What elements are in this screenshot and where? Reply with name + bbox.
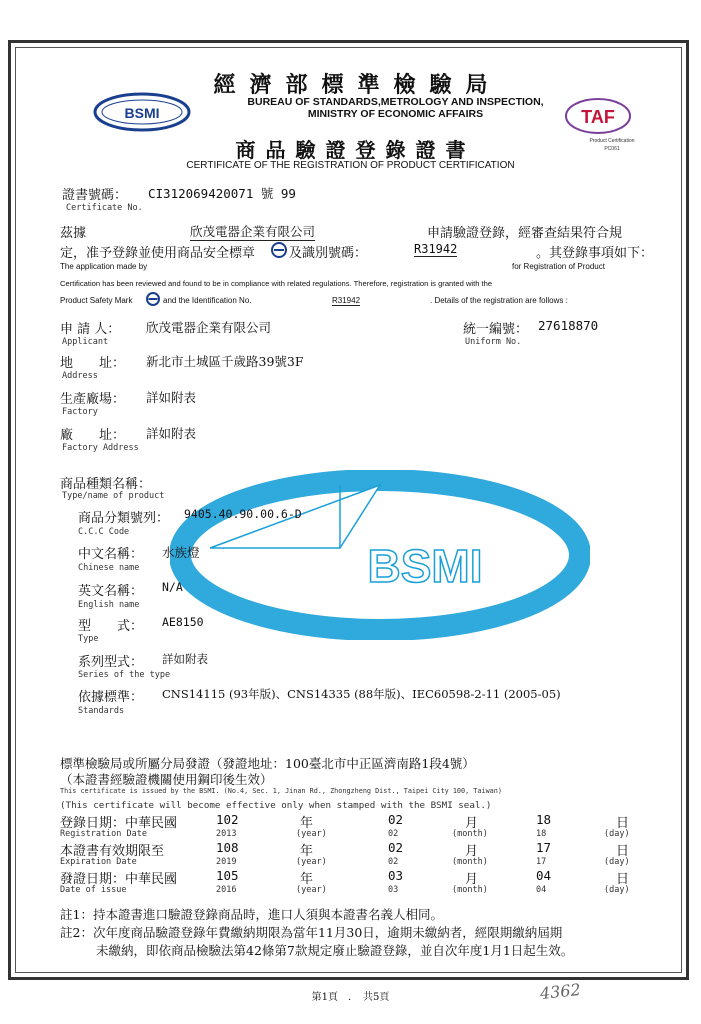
- expiration-ad-year: 2019: [216, 857, 237, 867]
- issue-date-label-en: Date of issue: [60, 885, 127, 895]
- uniform-no-label-en: Uniform No.: [465, 337, 522, 347]
- registration-day-unit: 日: [616, 816, 630, 831]
- uniform-no-label: 統一編號：: [463, 322, 529, 337]
- agency-name-en-2: MINISTRY OF ECONOMIC AFFAIRS: [307, 108, 484, 120]
- factory-value: 詳如附表: [146, 390, 197, 405]
- handwritten-number: 4362: [539, 979, 582, 1004]
- issuer-en-2: (This certificate will become effective only when stamped with the BSMI seal.): [60, 800, 492, 811]
- intro-en1-a: The application made by: [60, 262, 148, 271]
- issue-day: 04: [536, 868, 552, 883]
- certificate-no-label: 證書號碼：: [62, 188, 128, 203]
- issuer-zh-1: 標準檢驗局或所屬分局發證（發證地址：100臺北市中正區濟南路1段4號）: [60, 756, 475, 771]
- certificate-title-en: CERTIFICATE OF THE REGISTRATION OF PRODUCT CERTIFICATION: [186, 160, 515, 171]
- expiration-month-unit: 月: [465, 844, 479, 859]
- taf-sub-1: Product Certification: [589, 138, 635, 144]
- bsmi-watermark-text: BSMI: [367, 540, 483, 592]
- zh-name-label: 中文名稱：: [78, 547, 144, 562]
- expiration-year-en: (year): [296, 857, 327, 867]
- factory-label: 生產廠場：: [60, 392, 126, 407]
- address-value: 新北市土城區千歲路39號3F: [146, 354, 304, 369]
- bsmi-logo-text: BSMI: [124, 105, 160, 121]
- en-name-label-en: English name: [78, 600, 140, 610]
- certificate-no-label-en: Certificate No.: [66, 203, 143, 213]
- applicant-label-en: Applicant: [62, 337, 109, 347]
- applicant-value: 欣茂電器企業有限公司: [146, 320, 272, 335]
- standards-label-en: Standards: [78, 706, 125, 716]
- issue-year-en: (year): [296, 885, 327, 895]
- expiration-year-unit: 年: [300, 844, 314, 859]
- issue-day-unit-en: (day): [604, 885, 630, 895]
- issue-month-en: 03: [388, 885, 399, 895]
- bsmi-watermark: [170, 470, 590, 640]
- series-value: 詳如附表: [162, 652, 208, 666]
- issue-day-en: 04: [536, 885, 547, 895]
- applicant-label: 申 請 人：: [60, 322, 121, 337]
- en-name-label: 英文名稱：: [78, 584, 144, 599]
- registration-roc-year: 102: [216, 812, 239, 827]
- agency-name-en-1: BUREAU OF STANDARDS,METROLOGY AND INSPECTION,: [247, 96, 544, 108]
- expiration-day-unit-en: (day): [604, 857, 630, 867]
- intro-id-no: R31942: [414, 242, 458, 256]
- intro-company: 欣茂電器企業有限公司: [190, 224, 316, 239]
- taf-logo-text: TAF: [581, 107, 615, 127]
- registration-date-label: 登錄日期：中華民國: [60, 816, 178, 831]
- model-label: 型 式：: [78, 619, 144, 634]
- note-1: 註1：持本證書進口驗證登錄商品時，進口人須與本證書名義人相同。: [60, 907, 443, 922]
- intro-en3-c: R31942: [332, 296, 361, 305]
- issue-date-label: 發證日期：中華民國: [60, 872, 178, 887]
- intro-l2-a: 定，准予登錄並使用商品安全標章: [60, 246, 256, 261]
- registration-day-en: 18: [536, 829, 547, 839]
- expiration-day-unit: 日: [616, 844, 630, 859]
- expiration-month-en: 02: [388, 857, 399, 867]
- intro-en3-d: . Details of the registration are follows :: [430, 296, 568, 305]
- expiration-roc-year: 108: [216, 840, 239, 855]
- registration-ad-year: 2013: [216, 829, 237, 839]
- intro-en2: Certification has been reviewed and found to be in compliance with related regulations. Therefore, registration is granted with the: [60, 279, 493, 288]
- registration-year-en: (year): [296, 829, 327, 839]
- registration-day: 18: [536, 812, 552, 827]
- factory-label-en: Factory: [62, 407, 98, 417]
- factory-address-label-en: Factory Address: [62, 443, 139, 453]
- registration-month-en: 02: [388, 829, 399, 839]
- issue-year-unit: 年: [300, 872, 314, 887]
- note-2-line-1: 註2：次年度商品驗證登錄年費繳納期限為當年11月30日，逾期未繳納者，經限期繳納屆期: [60, 925, 563, 940]
- expiration-month: 02: [388, 840, 404, 855]
- factory-address-label: 廠 址：: [60, 428, 126, 443]
- taf-sub-2: PC061: [604, 146, 620, 152]
- certificate-no-value: CI312069420071 號 99: [148, 186, 296, 201]
- model-value: AE8150: [162, 615, 204, 629]
- issuer-en-1: This certificate is issued by the BSMI. (No.4, Sec. 1, Jinan Rd., Zhongzheng Dist., Taipei City 100, Taiwan): [60, 787, 502, 795]
- ccc-value: 9405.40.90.00.6-D: [184, 507, 302, 521]
- intro-en3-b: and the Identification No.: [163, 296, 252, 305]
- issue-day-unit: 日: [616, 872, 630, 887]
- page-indicator: 第1頁 ． 共5頁: [311, 992, 390, 1003]
- expiration-date-label: 本證書有效期限至: [60, 844, 165, 859]
- series-label: 系列型式：: [78, 655, 144, 670]
- series-label-en: Series of the type: [78, 670, 171, 680]
- address-label: 地 址：: [60, 356, 126, 371]
- model-label-en: Type: [78, 634, 99, 644]
- registration-year-unit: 年: [300, 816, 314, 831]
- en-name-value: N/A: [162, 580, 183, 594]
- intro-l2-b: 及識別號碼：: [289, 246, 368, 261]
- standards-label: 依據標準：: [78, 690, 144, 705]
- address-label-en: Address: [62, 371, 98, 381]
- note-2-line-2: 未繳納，即依商品檢驗法第42條第7款規定廢止驗證登錄，並自次年度1月1日起生效。: [96, 943, 574, 958]
- standards-value: CNS14115 (93年版)、CNS14335 (88年版)、IEC60598-2-11 (2005-05): [162, 687, 561, 701]
- registration-day-unit-en: (day): [604, 829, 630, 839]
- intro-l1-a: 茲據: [60, 226, 87, 241]
- product-type-label: 商品種類名稱：: [60, 477, 152, 492]
- intro-en3-a: Product Safety Mark: [60, 296, 133, 305]
- intro-en1-b: for Registration of Product: [512, 262, 605, 271]
- registration-month-unit-en: (month): [452, 829, 488, 839]
- product-type-label-en: Type/name of product: [62, 491, 165, 501]
- expiration-day: 17: [536, 840, 552, 855]
- registration-month: 02: [388, 812, 404, 827]
- factory-address-value: 詳如附表: [146, 426, 197, 441]
- dates-block: [60, 812, 660, 902]
- registration-month-unit: 月: [465, 816, 479, 831]
- registration-date-label-en: Registration Date: [60, 829, 147, 839]
- ccc-label: 商品分類號列：: [78, 511, 170, 526]
- issue-roc-year: 105: [216, 868, 239, 883]
- expiration-day-en: 17: [536, 857, 547, 867]
- issue-ad-year: 2016: [216, 885, 237, 895]
- certificate-title-zh: 商品驗證登錄證書: [235, 138, 476, 162]
- intro-l1-b: 申請驗證登錄，經審查結果符合規: [427, 226, 623, 241]
- intro-l2-c: 。其登錄事項如下：: [536, 246, 654, 261]
- safety-mark-icon-en: [146, 292, 160, 306]
- expiration-date-label-en: Expiration Date: [60, 857, 137, 867]
- issuer-zh-2: （本證書經驗證機關使用鋼印後生效）: [60, 772, 273, 787]
- expiration-month-unit-en: (month): [452, 857, 488, 867]
- issue-month-unit: 月: [465, 872, 479, 887]
- uniform-no-value: 27618870: [538, 318, 599, 333]
- agency-name-zh: 經濟部標準檢驗局: [213, 72, 502, 98]
- ccc-label-en: C.C.C Code: [78, 527, 130, 537]
- safety-mark-icon: [271, 242, 287, 258]
- zh-name-value: 水族燈: [162, 545, 200, 560]
- zh-name-label-en: Chinese name: [78, 563, 140, 573]
- issue-month: 03: [388, 868, 404, 883]
- issue-month-unit-en: (month): [452, 885, 488, 895]
